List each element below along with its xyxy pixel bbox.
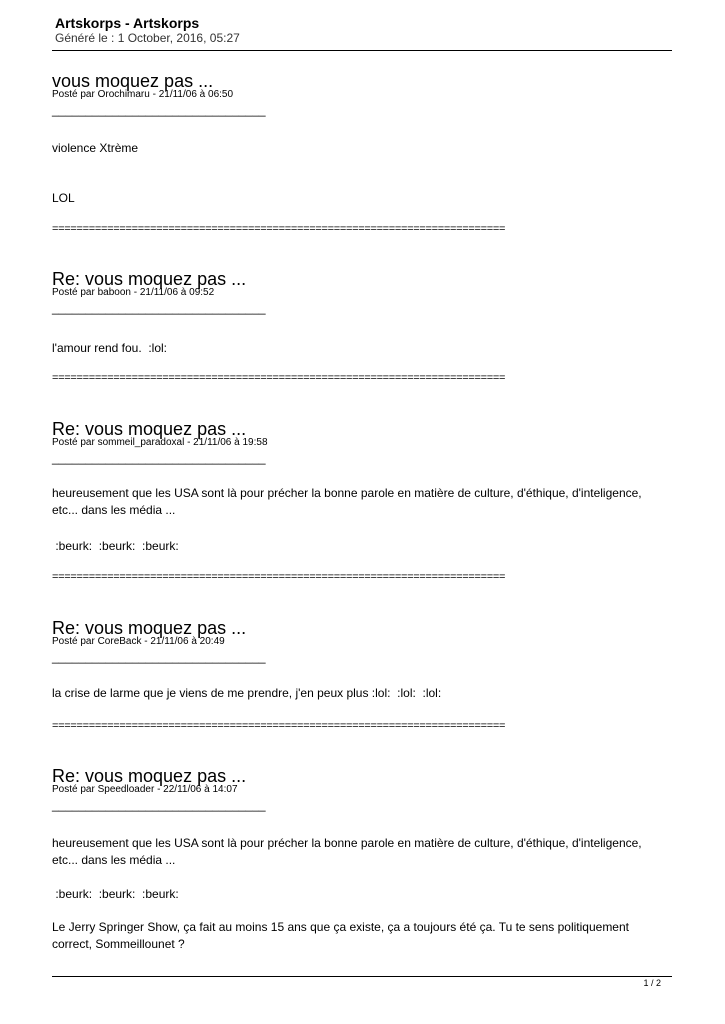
short-rule: ________________________________ xyxy=(52,103,266,117)
post-meta: Posté par sommeil_paradoxal - 21/11/06 à 19:58 xyxy=(52,437,268,448)
post-separator: ========================================================================== xyxy=(52,223,506,235)
post-1 xyxy=(52,71,652,205)
post-title: Re: vous moquez pas ... xyxy=(52,419,247,439)
post-paragraph: heureusement que les USA sont là pour précher la bonne parole en matière de culture, d'éthique, d'inteligence, etc... dans les média ... xyxy=(52,836,645,867)
page-header xyxy=(55,15,240,46)
post-title: vous moquez pas ... xyxy=(52,71,214,91)
post-paragraph: LOL xyxy=(52,191,75,205)
post-separator: ========================================================================== xyxy=(52,720,506,732)
footer-divider xyxy=(52,976,672,977)
post-5 xyxy=(52,766,652,951)
short-rule: ________________________________ xyxy=(52,301,266,315)
post-separator: ========================================================================== xyxy=(52,571,506,583)
short-rule: ________________________________ xyxy=(52,650,266,664)
post-meta: Posté par CoreBack - 21/11/06 à 20:49 xyxy=(52,636,225,647)
generated-date: Généré le : 1 October, 2016, 05:27 xyxy=(55,31,240,45)
post-paragraph: la crise de larme que je viens de me prendre, j'en peux plus :lol: :lol: :lol: xyxy=(52,686,442,700)
post-meta: Posté par baboon - 21/11/06 à 09:52 xyxy=(52,287,215,298)
post-paragraph: l'amour rend fou. :lol: xyxy=(52,341,168,355)
post-meta: Posté par Speedloader - 22/11/06 à 14:07 xyxy=(52,784,238,795)
site-title: Artskorps - Artskorps xyxy=(55,15,200,31)
post-separator: ========================================================================== xyxy=(52,372,506,384)
post-title: Re: vous moquez pas ... xyxy=(52,618,247,638)
header-divider xyxy=(52,50,672,51)
post-title: Re: vous moquez pas ... xyxy=(52,269,247,289)
post-paragraph: heureusement que les USA sont là pour précher la bonne parole en matière de culture, d'éthique, d'inteligence, etc... dans les média ... xyxy=(52,486,645,517)
post-3 xyxy=(52,419,652,553)
post-paragraph: :beurk: :beurk: :beurk: xyxy=(52,539,179,553)
post-meta: Posté par Orochimaru - 21/11/06 à 06:50 xyxy=(52,89,234,100)
post-paragraph: violence Xtrème xyxy=(52,141,139,155)
post-paragraph: Le Jerry Springer Show, ça fait au moins 15 ans que ça existe, ça a toujours été ça. Tu te sens politiquement correct, Sommeillounet ? xyxy=(52,920,633,951)
post-4 xyxy=(52,618,652,700)
short-rule: ________________________________ xyxy=(52,798,266,812)
post-2 xyxy=(52,269,652,355)
short-rule: ________________________________ xyxy=(52,451,266,465)
page-number: 1 / 2 xyxy=(643,978,661,988)
post-title: Re: vous moquez pas ... xyxy=(52,766,247,786)
post-paragraph: :beurk: :beurk: :beurk: xyxy=(52,887,179,901)
